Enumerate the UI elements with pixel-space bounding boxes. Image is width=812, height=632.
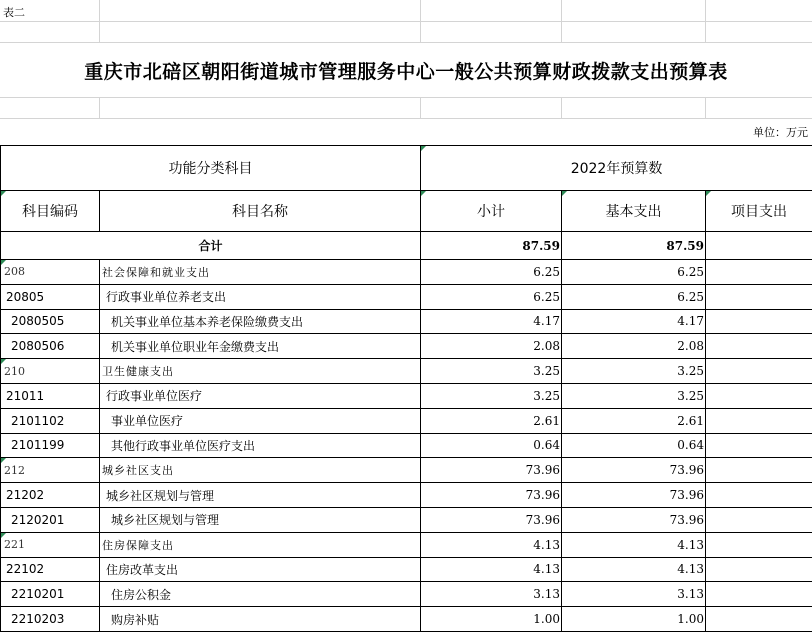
row-project-cell[interactable] (706, 284, 812, 309)
row-subtotal-cell[interactable]: 4.13 (421, 557, 562, 582)
row-subtotal-cell[interactable]: 73.96 (421, 458, 562, 483)
row-code-cell[interactable]: 22102 (1, 557, 100, 582)
row-code-cell[interactable]: 2101199 (1, 433, 100, 458)
row-subtotal-cell[interactable]: 4.13 (421, 532, 562, 557)
table-row (1, 507, 812, 532)
row-name-cell[interactable]: 城乡社区规划与管理 (100, 483, 421, 508)
grid-line (0, 118, 812, 119)
header-name[interactable] (100, 191, 421, 232)
header-code[interactable] (1, 191, 100, 232)
header-func-category[interactable] (1, 146, 421, 191)
row-basic-cell[interactable]: 4.13 (562, 557, 706, 582)
row-project-cell[interactable] (706, 532, 812, 557)
row-name-cell[interactable]: 卫生健康支出 (100, 359, 421, 384)
table-row (1, 557, 812, 582)
table-row (1, 532, 812, 557)
row-name-cell[interactable]: 机关事业单位职业年金缴费支出 (100, 334, 421, 359)
row-basic-cell[interactable]: 1.00 (562, 607, 706, 632)
grid-line (705, 97, 706, 118)
row-code-cell[interactable]: 2210201 (1, 582, 100, 607)
table-row (1, 284, 812, 309)
table-row (1, 458, 812, 483)
table-row (1, 607, 812, 632)
total-label[interactable]: 合计 (1, 232, 421, 260)
header-basic[interactable] (562, 191, 706, 232)
row-name-cell[interactable]: 住房公积金 (100, 582, 421, 607)
row-code-cell[interactable]: 210 (1, 359, 100, 384)
grid-line (420, 0, 421, 42)
row-subtotal-cell[interactable]: 1.00 (421, 607, 562, 632)
row-project-cell[interactable] (706, 309, 812, 334)
row-code-cell[interactable]: 221 (1, 532, 100, 557)
grid-line (0, 21, 812, 22)
total-row (1, 232, 812, 260)
row-project-cell[interactable] (706, 507, 812, 532)
row-subtotal-cell[interactable]: 3.13 (421, 582, 562, 607)
row-basic-cell[interactable]: 2.08 (562, 334, 706, 359)
row-project-cell[interactable] (706, 458, 812, 483)
row-project-cell[interactable] (706, 433, 812, 458)
header-name-label: 科目名称 (232, 204, 288, 220)
row-subtotal-cell[interactable]: 2.08 (421, 334, 562, 359)
row-basic-cell[interactable]: 3.13 (562, 582, 706, 607)
header-basic-label: 基本支出 (606, 204, 662, 220)
row-code-cell[interactable]: 208 (1, 260, 100, 285)
row-name-cell[interactable]: 行政事业单位医疗 (100, 383, 421, 408)
total-basic[interactable]: 87.59 (562, 232, 706, 260)
table-row (1, 433, 812, 458)
grid-line (0, 42, 812, 43)
grid-line (705, 0, 706, 42)
table-row (1, 334, 812, 359)
row-project-cell[interactable] (706, 260, 812, 285)
unit-label: 单位：万元 (753, 124, 808, 140)
row-basic-cell[interactable]: 73.96 (562, 458, 706, 483)
row-project-cell[interactable] (706, 359, 812, 384)
row-subtotal-cell[interactable]: 3.25 (421, 359, 562, 384)
page-title: 重庆市北碚区朝阳街道城市管理服务中心一般公共预算财政拨款支出预算表 (0, 46, 812, 94)
header-subtotal-label: 小计 (477, 204, 505, 220)
row-code-cell[interactable]: 21011 (1, 383, 100, 408)
row-project-cell[interactable] (706, 408, 812, 433)
sheet-tag: 表二 (3, 4, 25, 20)
row-project-cell[interactable] (706, 582, 812, 607)
row-basic-cell[interactable]: 73.96 (562, 483, 706, 508)
row-subtotal-cell[interactable]: 4.17 (421, 309, 562, 334)
row-project-cell[interactable] (706, 557, 812, 582)
table-row (1, 483, 812, 508)
row-name-cell[interactable]: 城乡社区规划与管理 (100, 507, 421, 532)
header-budget-year-label: 2022年预算数 (571, 161, 663, 177)
row-name-cell[interactable]: 其他行政事业单位医疗支出 (100, 433, 421, 458)
row-basic-cell[interactable]: 2.61 (562, 408, 706, 433)
row-code-cell[interactable]: 2101102 (1, 408, 100, 433)
row-code-cell[interactable]: 2080505 (1, 309, 100, 334)
table-row (1, 260, 812, 285)
row-name-cell[interactable]: 社会保障和就业支出 (100, 260, 421, 285)
row-subtotal-cell[interactable]: 2.61 (421, 408, 562, 433)
row-basic-cell[interactable]: 6.25 (562, 260, 706, 285)
table-row (1, 309, 812, 334)
row-subtotal-cell[interactable]: 0.64 (421, 433, 562, 458)
row-basic-cell[interactable]: 73.96 (562, 507, 706, 532)
row-name-cell[interactable]: 城乡社区支出 (100, 458, 421, 483)
row-code-cell[interactable]: 20805 (1, 284, 100, 309)
row-subtotal-cell[interactable]: 73.96 (421, 507, 562, 532)
row-name-cell[interactable]: 机关事业单位基本养老保险缴费支出 (100, 309, 421, 334)
row-basic-cell[interactable]: 4.17 (562, 309, 706, 334)
row-basic-cell[interactable]: 0.64 (562, 433, 706, 458)
row-basic-cell[interactable]: 3.25 (562, 383, 706, 408)
header-project[interactable] (706, 191, 812, 232)
row-project-cell[interactable] (706, 334, 812, 359)
row-subtotal-cell[interactable]: 6.25 (421, 260, 562, 285)
row-name-cell[interactable]: 住房保障支出 (100, 532, 421, 557)
row-basic-cell[interactable]: 3.25 (562, 359, 706, 384)
row-name-cell[interactable]: 行政事业单位养老支出 (100, 284, 421, 309)
row-name-cell[interactable]: 事业单位医疗 (100, 408, 421, 433)
row-code-cell[interactable]: 2210203 (1, 607, 100, 632)
header-project-label: 项目支出 (731, 204, 787, 220)
header-code-label: 科目编码 (22, 204, 78, 220)
budget-table (0, 145, 812, 632)
row-basic-cell[interactable]: 6.25 (562, 284, 706, 309)
header-budget-year[interactable] (421, 146, 812, 191)
table-row (1, 582, 812, 607)
total-subtotal[interactable]: 87.59 (421, 232, 562, 260)
header-func-category-label: 功能分类科目 (169, 161, 253, 177)
row-name-cell[interactable]: 住房改革支出 (100, 557, 421, 582)
row-name-cell[interactable]: 购房补贴 (100, 607, 421, 632)
row-code-cell[interactable]: 212 (1, 458, 100, 483)
table-row (1, 383, 812, 408)
row-subtotal-cell[interactable]: 3.25 (421, 383, 562, 408)
table-row (1, 408, 812, 433)
row-project-cell[interactable] (706, 607, 812, 632)
row-subtotal-cell[interactable]: 6.25 (421, 284, 562, 309)
header-subtotal[interactable] (421, 191, 562, 232)
grid-line (420, 97, 421, 118)
grid-line (0, 97, 812, 98)
grid-line (561, 97, 562, 118)
row-code-cell[interactable]: 2120201 (1, 507, 100, 532)
total-project[interactable] (706, 232, 812, 260)
row-code-cell[interactable]: 2080506 (1, 334, 100, 359)
row-code-cell[interactable]: 21202 (1, 483, 100, 508)
grid-line (561, 0, 562, 42)
row-basic-cell[interactable]: 4.13 (562, 532, 706, 557)
grid-line (99, 97, 100, 118)
grid-line (99, 0, 100, 42)
row-project-cell[interactable] (706, 483, 812, 508)
row-subtotal-cell[interactable]: 73.96 (421, 483, 562, 508)
table-row (1, 359, 812, 384)
row-project-cell[interactable] (706, 383, 812, 408)
